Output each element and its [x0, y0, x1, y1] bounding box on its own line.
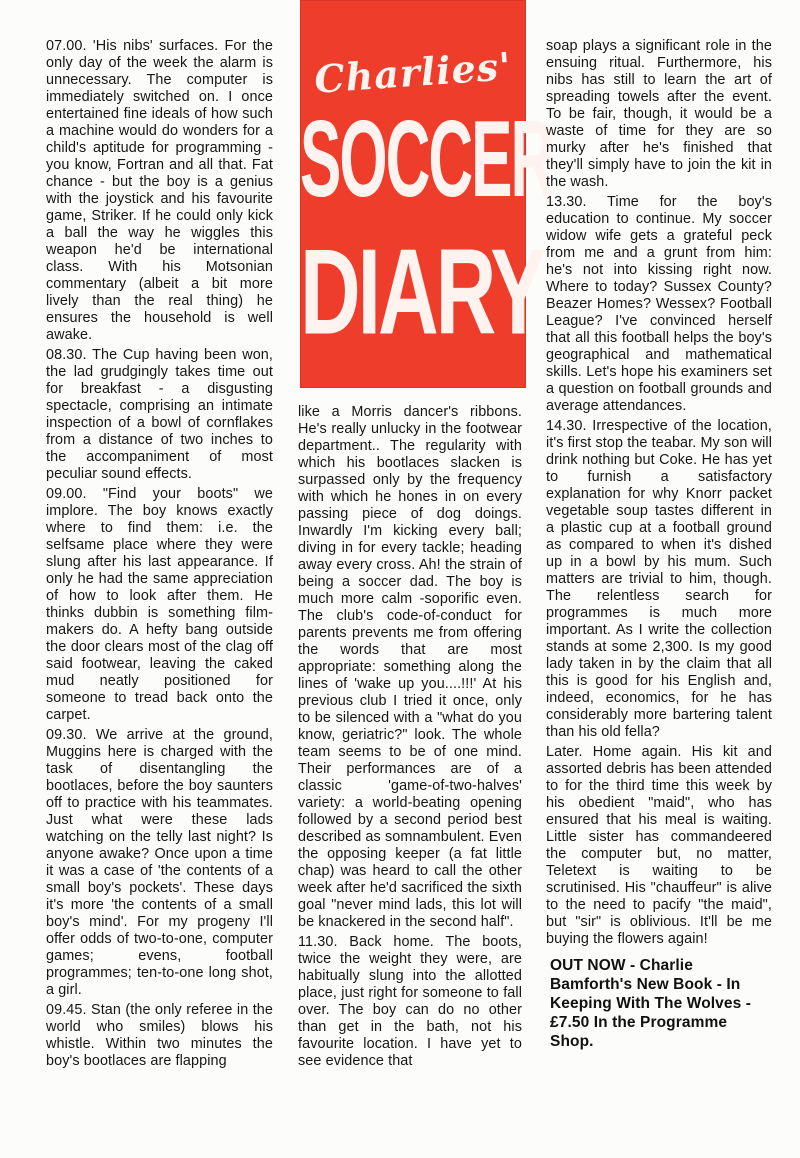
paragraph: 14.30. Irrespective of the location, it's first stop the teabar. My son will drink nothing but Coke. He has yet to furnish a satisfactory explanation for why Knorr packet vegetable soup tastes different in a plastic cup at a football ground as compared to when it's dished up in a bowl by his mum. Such matters are trivial to him, though. The relentless search for programmes is much more important. As I write the collection stands at some 2,300. Is my good lady taken in by the claim that all this is good for his English and, indeed, economics, for he has considerably more bartering talent than his old fella?: [546, 418, 772, 740]
title-banner: [300, 0, 554, 388]
paragraph: 07.00. 'His nibs' surfaces. For the only day of the week the alarm is unnecessary. The computer is immediately switched on. I once entertained fine ideals of how such a machine would do wonders for a child's aptitude for programming - you know, Fortran and all that. Fat chance - but the boy is a genius with the joystick and his favourite game, Striker. If he could only kick a ball the way he wiggles this weapon he'd be international class. With his Motsonian commentary (albeit a bit more lively than the real thing) he ensures the household is well awake.: [46, 38, 273, 343]
text-column-3: [546, 38, 772, 1051]
paragraph: 09.30. We arrive at the ground, Muggins here is charged with the task of disentangling the bootlaces, before the boy saunters off to practice with his teammates. Just what were these lads watching on the telly last night? Is anyone awake? Once upon a time it was a case of 'the contents of a small boy's pockets'. These days it's more 'the contents of a small boy's mind'. For my progeny I'll offer odds of two-to-one, computer games; evens, football programmes; ten-to-one long shot, a girl.: [46, 727, 273, 998]
paragraph: 09.00. "Find your boots" we implore. The boy knows exactly where to find them: i.e. the selfsame place where they were slung after his last appearance. If only he had the same appreciation of how to look after them. He thinks dubbin is something film-makers do. A hefty bang outside the door clears most of the clag off said footwear, leaving the caked mud neatly positioned for someone to tread back onto the carpet.: [46, 486, 273, 723]
book-promo: OUT NOW - Charlie Bamforth's New Book - In Keeping With The Wolves - £7.50 In the Programme Shop.: [550, 957, 752, 1050]
paragraph: 09.45. Stan (the only referee in the world who smiles) blows his whistle. Within two minutes the boy's bootlaces are flapping: [46, 1002, 273, 1069]
paragraph: soap plays a significant role in the ensuing ritual. Furthermore, his nibs has still to learn the art of spreading towels after the event. To be fair, though, it would be a waste of time for they are so murky after he's finished that they'll simply have to join the kit in the wash.: [546, 38, 772, 190]
banner-title-diary: DIARY: [300, 223, 544, 360]
paragraph: 08.30. The Cup having been won, the lad grudgingly takes time out for breakfast - a disgusting spectacle, comprising an intimate inspection of a bowl of cornflakes from a distance of two inches to the accompaniment of most peculiar sound effects.: [46, 347, 273, 482]
paragraph: like a Morris dancer's ribbons. He's really unlucky in the footwear department.. The regularity with which his bootlaces slacken is surpassed only by the frequency with which he hones in on every passing piece of dog doings. Inwardly I'm kicking every ball; diving in for every tackle; heading away every cross. Ah! the strain of being a soccer dad. The boy is much more calm -soporific even. The club's code-of-conduct for parents prevents me from offering the words that are most appropriate: something along the lines of 'wake up you....!!!' At his previous club I tried it once, only to be silenced with a "what do you know, geriatric?" look. The whole team seems to be of one mind. Their performances are of a classic 'game-of-two-halves' variety: a world-beating opening followed by a second period best described as somnambulent. Even the opposing keeper (a fat little chap) was heard to call the other week after he'd sacrificed the sixth goal "never mind lads, this lot will be knackered in the second half".: [298, 404, 522, 930]
text-column-2: [298, 404, 522, 1073]
paragraph: Later. Home again. His kit and assorted debris has been attended to for the third time this week by his obedient "maid", who has ensured that his meal is waiting. Little sister has commandeered the computer but, no matter, Teletext is waiting to be scrutinised. His "chauffeur" is alive to the need to pacify "the maid", but "sir" is oblivious. It'll be me buying the flowers again!: [546, 744, 772, 947]
banner-title-soccer: SOCCER: [300, 99, 554, 221]
text-column-1: [46, 38, 273, 1073]
paragraph: 13.30. Time for the boy's education to continue. My soccer widow wife gets a grateful peck from me and a grunt from him: he's not into kissing right now. Where to today? Sussex County? Beazer Homes? Wessex? Football League? I've convinced herself that all this football helps the boy's geographical and mathematical skills. Let's hope his examiners set a question on football grounds and average attendances.: [546, 194, 772, 414]
paragraph: 11.30. Back home. The boots, twice the weight they were, are habitually slung into the allotted place, just right for someone to fall over. The boy can do no other than get in the bath, not his favourite location. I have yet to see evidence that: [298, 934, 522, 1069]
banner-title-charlies: Charlies': [312, 43, 514, 102]
